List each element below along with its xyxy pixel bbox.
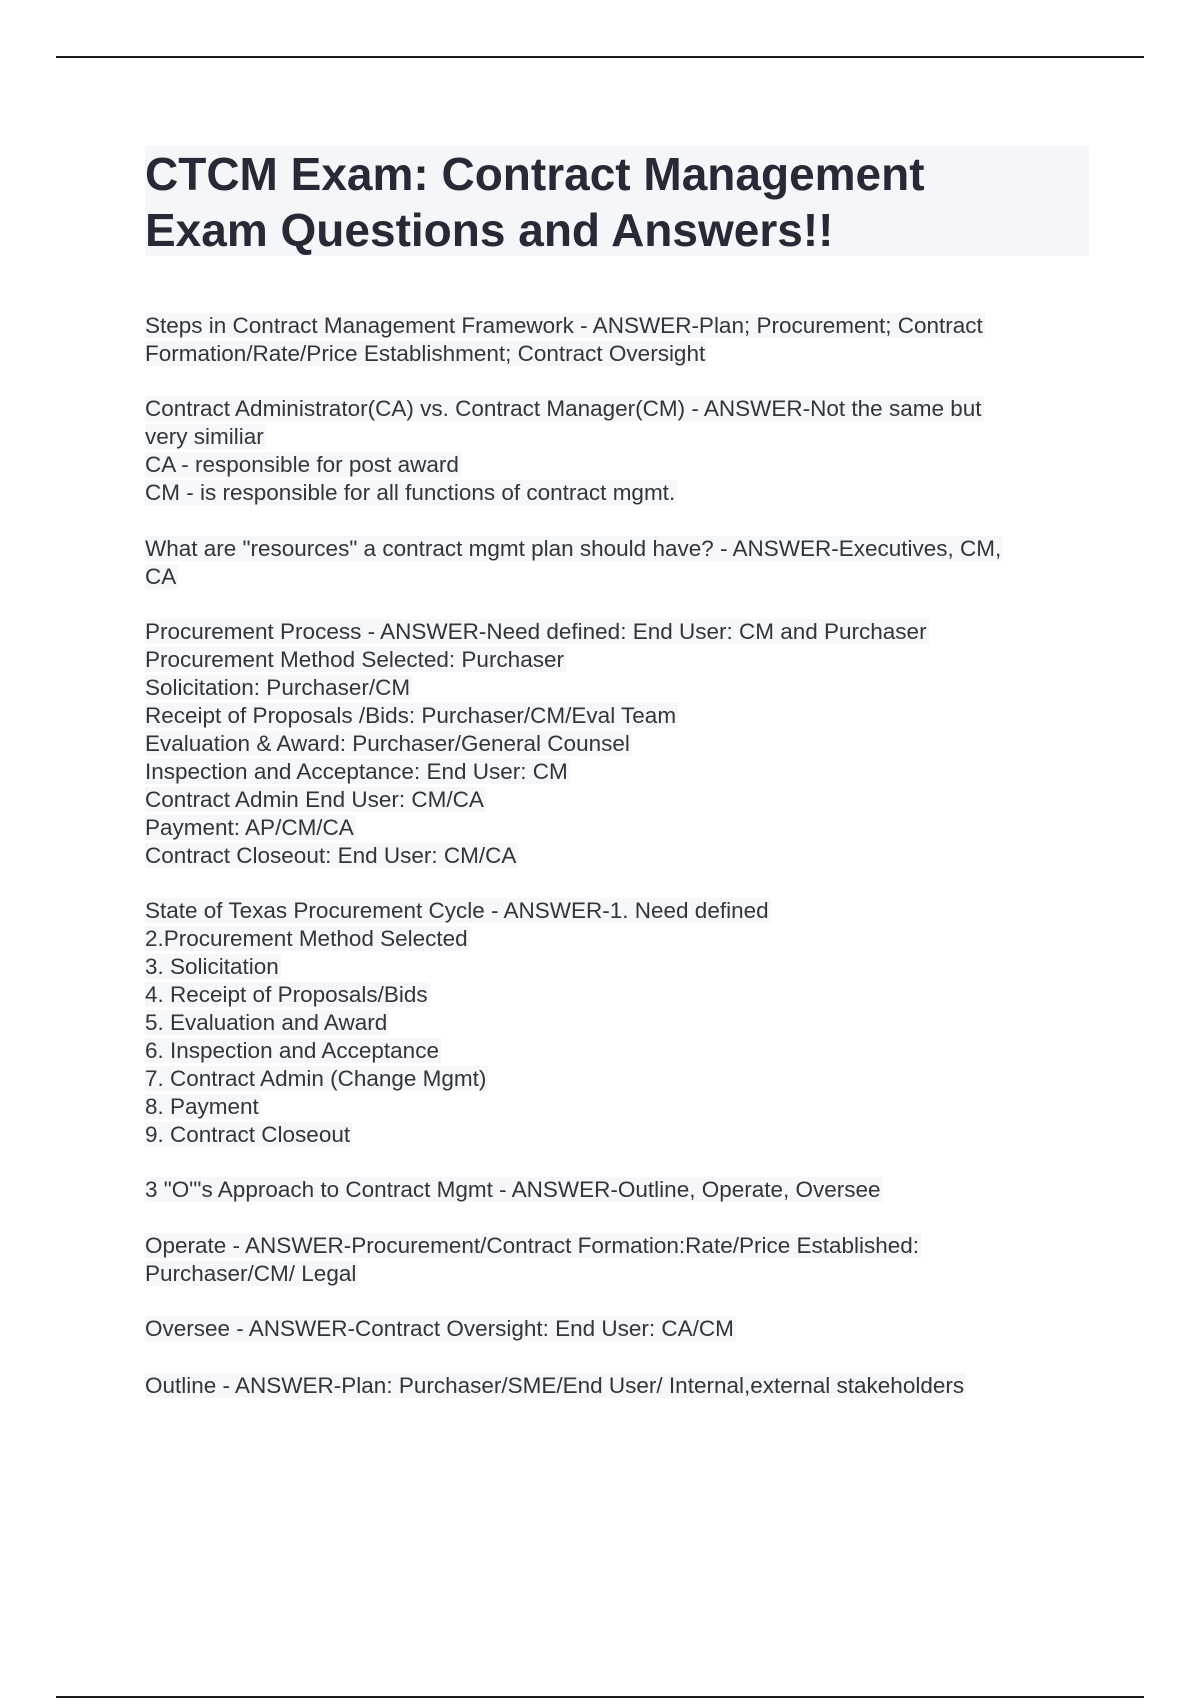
qa-procurement-process [145, 618, 1105, 870]
qa-oversee [145, 1315, 1105, 1343]
qa-operate [145, 1232, 1105, 1288]
qa-line: very similiar [145, 424, 264, 449]
title-line-2: Exam Questions and Answers!! [145, 204, 834, 256]
qa-line: Payment: AP/CM/CA [145, 815, 354, 840]
qa-line: 2.Procurement Method Selected [145, 926, 468, 951]
qa-line: 5. Evaluation and Award [145, 1010, 388, 1035]
qa-steps-framework [145, 312, 1105, 368]
qa-line: Contract Administrator(CA) vs. Contract Manager(CM) - ANSWER-Not the same but [145, 396, 982, 421]
qa-line: Solicitation: Purchaser/CM [145, 675, 411, 700]
qa-line: Operate - ANSWER-Procurement/Contract Formation:Rate/Price Established: [145, 1233, 920, 1258]
qa-line: Evaluation & Award: Purchaser/General Counsel [145, 731, 630, 756]
qa-line: Receipt of Proposals /Bids: Purchaser/CM/Eval Team [145, 703, 677, 728]
document-title [145, 146, 1089, 256]
qa-line: 7. Contract Admin (Change Mgmt) [145, 1066, 487, 1091]
qa-texas-cycle [145, 897, 1105, 1149]
qa-line: Inspection and Acceptance: End User: CM [145, 759, 568, 784]
qa-line: State of Texas Procurement Cycle - ANSWER-1. Need defined [145, 898, 769, 923]
qa-line: Procurement Process - ANSWER-Need defined: End User: CM and Purchaser [145, 619, 927, 644]
qa-line: 8. Payment [145, 1094, 259, 1119]
qa-line: 3. Solicitation [145, 954, 279, 979]
qa-resources [145, 535, 1105, 591]
qa-outline [145, 1372, 1105, 1400]
qa-line: CA [145, 564, 177, 589]
qa-line: Formation/Rate/Price Establishment; Contract Oversight [145, 341, 706, 366]
qa-line: Steps in Contract Management Framework - ANSWER-Plan; Procurement; Contract [145, 313, 983, 338]
qa-line: Procurement Method Selected: Purchaser [145, 647, 564, 672]
qa-ca-vs-cm [145, 395, 1105, 507]
qa-line: Contract Closeout: End User: CM/CA [145, 843, 517, 868]
qa-line: Contract Admin End User: CM/CA [145, 787, 484, 812]
qa-line: Oversee - ANSWER-Contract Oversight: End User: CA/CM [145, 1316, 734, 1341]
qa-line: CA - responsible for post award [145, 452, 459, 477]
qa-line: CM - is responsible for all functions of contract mgmt. [145, 480, 676, 505]
qa-line: 6. Inspection and Acceptance [145, 1038, 439, 1063]
title-line-1: CTCM Exam: Contract Management [145, 148, 925, 200]
bottom-rule [56, 1696, 1144, 1698]
qa-three-os [145, 1176, 1105, 1204]
qa-line: 4. Receipt of Proposals/Bids [145, 982, 428, 1007]
qa-line: Purchaser/CM/ Legal [145, 1261, 357, 1286]
top-rule [56, 56, 1144, 58]
qa-line: 9. Contract Closeout [145, 1122, 351, 1147]
qa-line: Outline - ANSWER-Plan: Purchaser/SME/End User/ Internal,external stakeholders [145, 1373, 965, 1398]
qa-line: What are "resources" a contract mgmt plan should have? - ANSWER-Executives, CM, [145, 536, 1002, 561]
qa-line: 3 "O"'s Approach to Contract Mgmt - ANSWER-Outline, Operate, Oversee [145, 1177, 881, 1202]
